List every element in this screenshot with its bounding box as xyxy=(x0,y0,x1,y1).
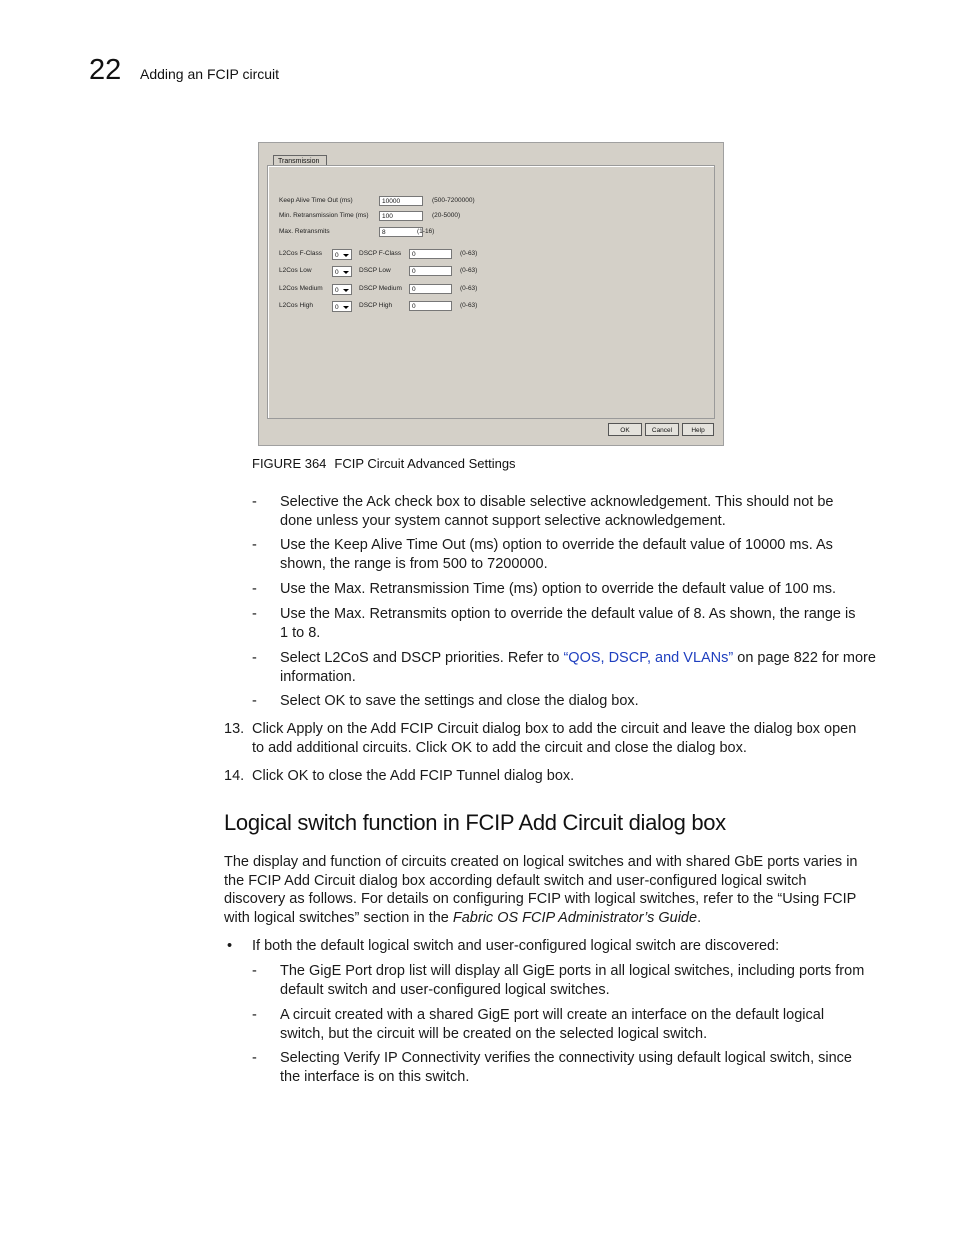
figure-caption xyxy=(252,456,516,471)
tab-transmission[interactable]: Transmission xyxy=(273,155,327,166)
dscp-medium-label: DSCP Medium xyxy=(359,285,402,292)
dscp-low-range: (0-63) xyxy=(460,267,478,274)
keep-alive-label: Keep Alive Time Out (ms) xyxy=(279,197,353,204)
l2cos-fclass-select[interactable]: 0 xyxy=(332,249,352,260)
dscp-low-input[interactable]: 0 xyxy=(409,266,452,276)
l2cos-low-label: L2Cos Low xyxy=(279,267,312,274)
cancel-button[interactable]: Cancel xyxy=(645,423,679,436)
min-retrans-input[interactable]: 100 xyxy=(379,211,423,221)
chevron-down-icon xyxy=(343,254,349,257)
section-paragraph: The display and function of circuits created on logical switches and with shared GbE ports varies in the FCIP Add Circuit dialog box according default switch and user-configured logical switch discovery as follows. For details on configuring FCIP with logical switches, refer to the “Using FCIP with logical switches” section in the Fabric OS FCIP Administrator’s Guide. xyxy=(224,854,858,926)
dscp-fclass-input[interactable]: 0 xyxy=(409,249,452,259)
list-item: Selective the Ack check box to disable selective acknowledgement. This should not be done unless your system cannot support selective acknowledgement. xyxy=(280,494,834,529)
list-item: Use the Max. Retransmits option to override the default value of 8. As shown, the range is 1 to 8. xyxy=(280,606,856,641)
step-number: 13. xyxy=(224,721,245,737)
dash-marker: - xyxy=(252,581,257,597)
help-button[interactable]: Help xyxy=(682,423,714,436)
list-item: A circuit created with a shared GigE port will create an interface on the default logical switch, but the circuit will be created on the selected logical switch. xyxy=(280,1007,825,1042)
dscp-fclass-label: DSCP F-Class xyxy=(359,250,402,257)
step-text: Click Apply on the Add FCIP Circuit dialog box to add the circuit and leave the dialog box open to add additional circuits. Click OK to add the circuit and close the dialog box. xyxy=(252,721,857,756)
list-item: Use the Keep Alive Time Out (ms) option to override the default value of 10000 ms. As shown, the range is from 500 to 7200000. xyxy=(280,537,833,572)
step-text: Click OK to close the Add FCIP Tunnel dialog box. xyxy=(252,768,575,784)
chapter-title: Adding an FCIP circuit xyxy=(140,66,280,82)
min-retrans-label: Min. Retransmission Time (ms) xyxy=(279,212,369,219)
dash-marker: - xyxy=(252,494,257,510)
figure-label: FIGURE 364 xyxy=(252,456,327,471)
dash-marker: - xyxy=(252,693,257,709)
chevron-down-icon xyxy=(343,289,349,292)
dscp-high-range: (0-63) xyxy=(460,302,478,309)
l2cos-medium-select[interactable]: 0 xyxy=(332,284,352,295)
fcip-advanced-settings-dialog xyxy=(258,142,724,446)
max-retransmits-label: Max. Retransmits xyxy=(279,228,330,235)
dscp-high-input[interactable]: 0 xyxy=(409,301,452,311)
figure-title: FCIP Circuit Advanced Settings xyxy=(334,456,516,471)
dash-marker: - xyxy=(252,650,257,666)
keep-alive-range: (500-7200000) xyxy=(432,197,475,204)
section-heading: Logical switch function in FCIP Add Circuit dialog box xyxy=(224,810,726,835)
list-item: The GigE Port drop list will display all GigE ports in all logical switches, including ports from default switch and user-configured logical switches. xyxy=(280,963,865,998)
l2cos-high-select[interactable]: 0 xyxy=(332,301,352,312)
keep-alive-input[interactable]: 10000 xyxy=(379,196,423,206)
dscp-medium-input[interactable]: 0 xyxy=(409,284,452,294)
step-number: 14. xyxy=(224,768,245,784)
list-item: Select L2CoS and DSCP priorities. Refer to “QOS, DSCP, and VLANs” on page 822 for more information. xyxy=(280,650,876,685)
dash-marker: - xyxy=(252,606,257,622)
list-item: Use the Max. Retransmission Time (ms) option to override the default value of 100 ms. xyxy=(280,581,837,597)
l2cos-low-select[interactable]: 0 xyxy=(332,266,352,277)
max-retransmits-input[interactable]: 8 xyxy=(379,227,423,237)
chevron-down-icon xyxy=(343,306,349,309)
bullet-marker: • xyxy=(227,938,233,954)
ok-button[interactable]: OK xyxy=(608,423,642,436)
min-retrans-range: (20-5000) xyxy=(432,212,461,219)
chevron-down-icon xyxy=(343,271,349,274)
list-item: If both the default logical switch and user-configured logical switch are discovered: xyxy=(252,938,780,954)
dash-marker: - xyxy=(252,537,257,553)
l2cos-fclass-label: L2Cos F-Class xyxy=(279,250,322,257)
list-item: Select OK to save the settings and close the dialog box. xyxy=(280,693,639,709)
dscp-high-label: DSCP High xyxy=(359,302,393,309)
dash-marker: - xyxy=(252,963,257,979)
dash-marker: - xyxy=(252,1050,257,1066)
qos-dscp-vlans-link[interactable]: “QOS, DSCP, and VLANs” xyxy=(563,650,734,666)
dscp-fclass-range: (0-63) xyxy=(460,250,478,257)
list-item: Selecting Verify IP Connectivity verifies the connectivity using default logical switch, since the interface is on this switch. xyxy=(280,1050,852,1085)
dscp-low-label: DSCP Low xyxy=(359,267,391,274)
chapter-number: 22 xyxy=(89,54,122,86)
dscp-medium-range: (0-63) xyxy=(460,285,478,292)
dash-marker: - xyxy=(252,1007,257,1023)
max-retransmits-range: (1-16) xyxy=(417,228,435,235)
l2cos-high-label: L2Cos High xyxy=(279,302,313,309)
l2cos-medium-label: L2Cos Medium xyxy=(279,285,323,292)
